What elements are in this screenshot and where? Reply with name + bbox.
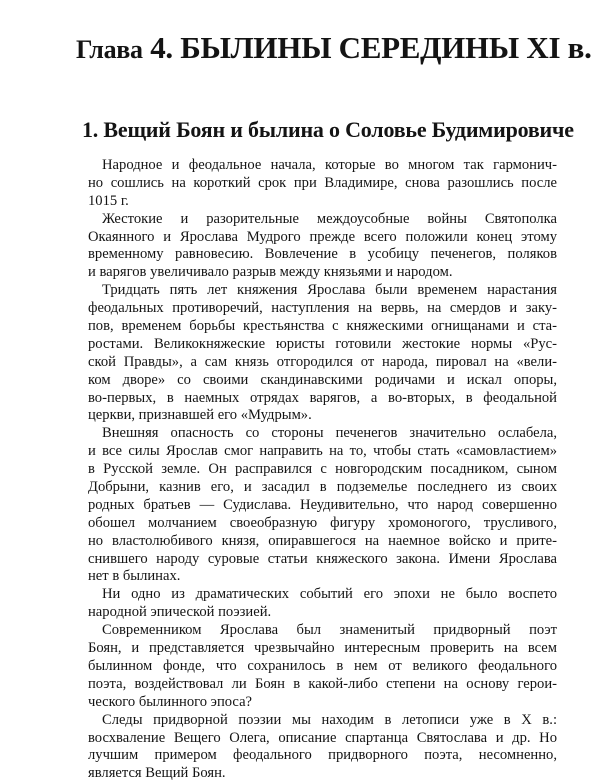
text-line: Народное и феодальное начала, которые во многом так гармонич- bbox=[102, 157, 557, 173]
text-line: родных братьев — Судислава. Неудивительно, что народ совершенно bbox=[88, 496, 557, 513]
text-line: Тридцать пять лет княжения Ярослава были временем нарастания bbox=[102, 282, 557, 299]
text-line: церкви, признавшей его «Мудрым». bbox=[88, 407, 312, 424]
text-line: лучшим примером феодального придворного поэта, несомненно, bbox=[88, 747, 557, 764]
text-line: временному равновесию. Вовлечение в усобицу печенегов, поляков bbox=[88, 246, 557, 263]
text-line: является Вещий Боян. bbox=[88, 765, 226, 782]
text-line: и варягов увеличивало разрыв между князьями и народом. bbox=[88, 264, 453, 281]
text-line: ростами. Великокняжеские юристы готовили жестокие нормы «Рус- bbox=[88, 335, 557, 352]
text-line: нет в былинах. bbox=[88, 568, 181, 585]
text-line: феодальных противоречий, наступления на вервь, на смердов и заку- bbox=[88, 300, 557, 317]
text-line: Ни одно из драматических событий его эпохи не было воспето bbox=[102, 586, 557, 603]
text-line: ческого былинного эпоса? bbox=[88, 693, 253, 710]
chapter-heading: 4. БЫЛИНЫ СЕРЕДИНЫ XI в. bbox=[150, 30, 592, 65]
text-line: но сошлись на короткий срок при Владимире, снова разошлись после bbox=[88, 174, 557, 191]
text-line: во-первых, в наемных отрядах варягов, а во-вторых, в феодальной bbox=[88, 389, 557, 406]
text-line: и все силы Ярослав смог направить на то, чтобы стать «самовластием» bbox=[88, 443, 557, 460]
text-line: ком дворе» со своими скандинавскими родичами и искал опоры, bbox=[88, 371, 557, 388]
text-line: в Русской земле. Он расправился с новгородским посадником, сыном bbox=[88, 461, 557, 478]
text-line: народной эпической поэзией. bbox=[88, 604, 272, 621]
text-line: Боян, и представляется чрезвычайно интересным проверить на всем bbox=[88, 640, 557, 657]
text-line: пов, временем борьбы крестьянства с княжескими огнищанами и ста- bbox=[88, 318, 557, 335]
text-line: былинном фонде, что сохранилось в нем от великого феодального bbox=[88, 657, 557, 674]
text-line: снившего народу суровые статьи княжеского закона. Имени Ярослава bbox=[88, 550, 557, 567]
text-line: 1015 г. bbox=[88, 192, 129, 209]
chapter-title bbox=[76, 30, 592, 66]
chapter-word: Глава bbox=[76, 35, 143, 64]
text-line: обошел молчанием своеобразную фигуру хромоногого, трусливого, bbox=[88, 514, 557, 531]
text-line: Жестокие и разорительные междоусобные войны Святополка bbox=[102, 210, 557, 227]
text-line: Окаянного и Ярослава Мудрого прежде всего положили конец этому bbox=[88, 228, 557, 245]
section-title: 1. Вещий Боян и былина о Соловье Будимировиче bbox=[82, 117, 574, 142]
text-line: восхваление Вещего Олега, описание спартанца Святослава и др. Но bbox=[88, 729, 557, 746]
text-line: Следы придворной поэзии мы находим в летописи уже в X в.: bbox=[102, 711, 557, 728]
text-line: но властолюбивого князя, опиравшегося на наемное войско и прите- bbox=[88, 532, 557, 549]
text-line: поэта, воздействовал ли Боян в какой-либо степени на основу герои- bbox=[88, 675, 557, 692]
text-line: Современником Ярослава был знаменитый придворный поэт bbox=[102, 622, 557, 639]
body-text bbox=[88, 157, 557, 783]
text-line: Внешняя опасность со стороны печенегов значительно ослабела, bbox=[102, 425, 557, 442]
text-line: Добрыни, казнив его, и засадил в подземелье последнего из своих bbox=[88, 479, 557, 496]
text-line: ской Правды», а сам князь отгородился от народа, пировал на «вели- bbox=[88, 353, 557, 370]
